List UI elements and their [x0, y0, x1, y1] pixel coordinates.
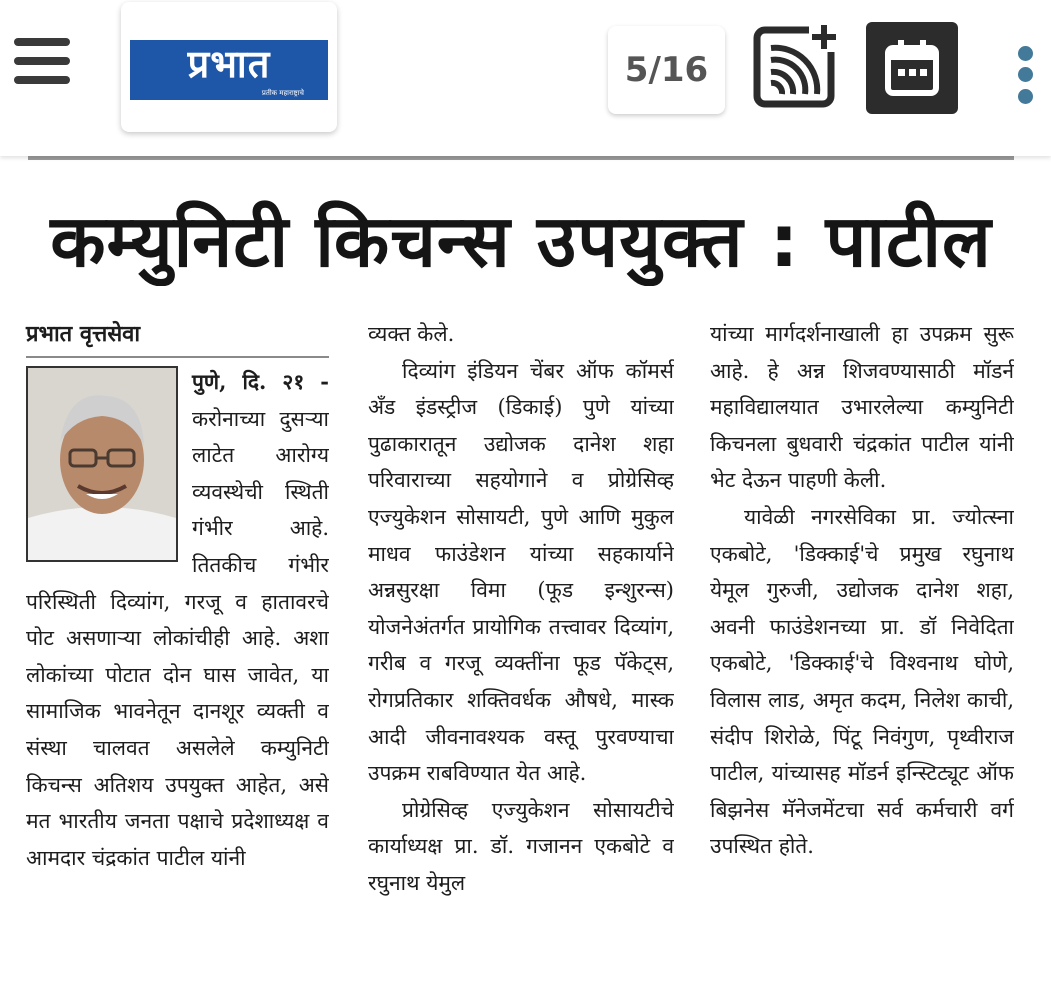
paragraph: प्रोग्रेसिव्ह एज्युकेशन सोसायटीचे कार्याध्यक्ष प्रा. डॉ. गजानन एकबोटे व रघुनाथ येमुल — [368, 797, 674, 895]
calendar-icon[interactable] — [866, 22, 958, 114]
rss-add-icon[interactable] — [753, 22, 839, 108]
article-headline: कम्युनिटी किचन्स उपयुक्त : पाटील — [50, 199, 992, 283]
article-column-1 — [26, 316, 329, 968]
column-1-text: करोनाच्या दुसऱ्या लाटेत आरोग्य व्यवस्थेची स्थिती गंभीर आहे. तितकीच गंभीर परिस्थिती दिव्यांग, गरजू व हातावरचे पोट असणाऱ्या लोकांचीही आहे. अशा लोकांच्या पोटात दोन घास जावेत, या सामाजिक भावनेतून दानशूर व्यक्ती व संस्था चालवत असलेले कम्युनिटी किचन्स अतिशय उपयुक्त आहेत, असे मत भारतीय जनता पक्षाचे प्रदेशाध्यक्ष व आमदार चंद्रकांत पाटील यांनी — [26, 406, 329, 870]
newspaper-logo[interactable] — [121, 2, 337, 132]
dateline: पुणे, दि. २१ - — [192, 369, 329, 394]
article-column-2 — [368, 316, 674, 956]
logo-text: प्रभात — [187, 42, 271, 86]
newspaper-page[interactable] — [0, 156, 1051, 996]
app-bar — [0, 0, 1051, 156]
column-3-body — [710, 316, 1014, 956]
column-2-body — [368, 316, 674, 956]
logo-tagline: प्रतीक महाराष्ट्राचे — [261, 89, 304, 97]
paragraph: व्यक्त केले. — [368, 322, 455, 346]
paragraph: यावेळी नगरसेविका प्रा. ज्योत्स्ना एकबोटे, 'डिक्काई'चे प्रमुख रघुनाथ येमूल गुरुजी, उद्योजक दानेश शहा, अवनी फाउंडेशनच्या प्रा. डॉ निवेदिता एकबोटे, 'डिक्काई'चे विश्वनाथ घोणे, विलास लाड, अमृत कदम, निलेश काची, संदीप शिरोळे, पिंटू निवंगुण, पृथ्वीराज पाटील, यांच्यासह मॉडर्न इन्स्टिट्यूट ऑफ बिझनेस मॅनेजमेंटचा सर्व कर्मचारी वर्ग उपस्थित होते. — [710, 504, 1014, 859]
more-vertical-icon[interactable] — [1010, 42, 1044, 110]
article-column-3 — [710, 316, 1014, 956]
column-1-body — [26, 364, 329, 968]
paragraph: यांच्या मार्गदर्शनाखाली हा उपक्रम सुरू आहे. हे अन्न शिजवण्यासाठी मॉडर्न महाविद्यालयात उभारलेल्या कम्युनिटी किचनला बुधवारी चंद्रकांत पाटील यांनी भेट देऊन पाहणी केली. — [710, 322, 1014, 493]
byline: प्रभात वृत्तसेवा — [26, 316, 329, 358]
author-photo — [26, 366, 178, 562]
top-rule — [28, 156, 1014, 160]
paragraph: दिव्यांग इंडियन चेंबर ऑफ कॉमर्स अँड इंडस्ट्रीज (डिकाई) पुणे यांच्या पुढाकारातून उद्योजक दानेश शहा परिवाराच्या सहयोगाने व प्रोग्रेसिव्ह एज्युकेशन सोसायटी, पुणे आणि मुकुल माधव फाउंडेशन यांच्या सहकार्याने अन्नसुरक्षा विमा (फूड इन्शुरन्स) योजनेअंतर्गत प्रायोगिक तत्त्वावर दिव्यांग, गरीब व गरजू व्यक्तींना फूड पॅकेट्स, रोगप्रतिकार शक्तिवर्धक औषधे, मास्क आदी जीवनावश्यक वस्तू पुरवण्याचा उपक्रम राबविण्यात येत आहे. — [368, 358, 674, 786]
hamburger-menu-icon[interactable] — [14, 38, 72, 84]
logo-block — [130, 40, 328, 100]
page-counter[interactable]: 5/16 — [608, 26, 725, 114]
